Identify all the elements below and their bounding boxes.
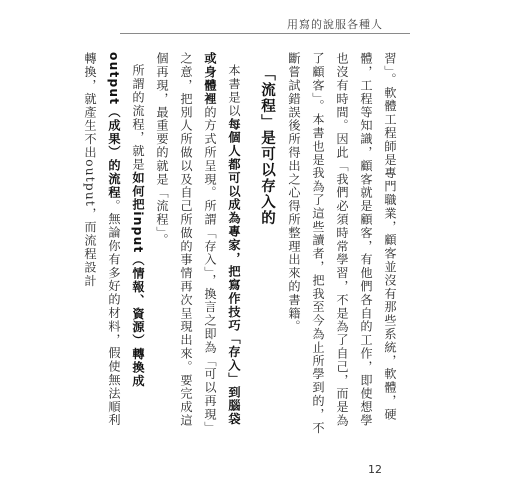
page-body: [83, 52, 402, 437]
paragraph-text: 所謂的流程，就是: [131, 64, 145, 172]
emphasized-text: 每個人都可以成為專家，把寫作技巧「存入」到腦袋或身體裡: [203, 52, 241, 426]
body-paragraph: [150, 52, 246, 437]
body-paragraph: [78, 52, 150, 437]
page-number: 12: [368, 463, 382, 476]
header-divider: [120, 33, 410, 34]
paragraph-text: 的方式所呈現。所謂「存入」，換言之即為「可以再現」之意，把別人所做以及自己所做的事情再次呈現出來。要完成這個再現，最重要的就是「流程」。: [155, 52, 217, 435]
paragraph-text: 。無論你有多好的材料，假使無法順利轉換，就產生不出output，而流程設計: [83, 52, 121, 427]
emphasized-text: 如何把input（情報、資源）轉換成output（成果）的流程: [107, 52, 145, 388]
running-header-title: 用寫的說服各種人: [287, 18, 383, 31]
paragraph-text: 本書是以: [227, 64, 241, 118]
body-paragraph: 習」。軟體工程師是專門職業，顧客並沒有那些系統，軟體，硬體，工程等知識，顧客就是顧客，有他們各自的工作，即使想學也沒有時間。因此「我們必須時常學習，不是為了自己，而是為了顧客」。本書也是我為了這些讀者，把我至今為止所學到的，不斷嘗試錯誤後所得出之心得所整理出來的書籍。: [287, 52, 397, 435]
section-heading: 「流程」是可以存入的: [259, 66, 275, 226]
